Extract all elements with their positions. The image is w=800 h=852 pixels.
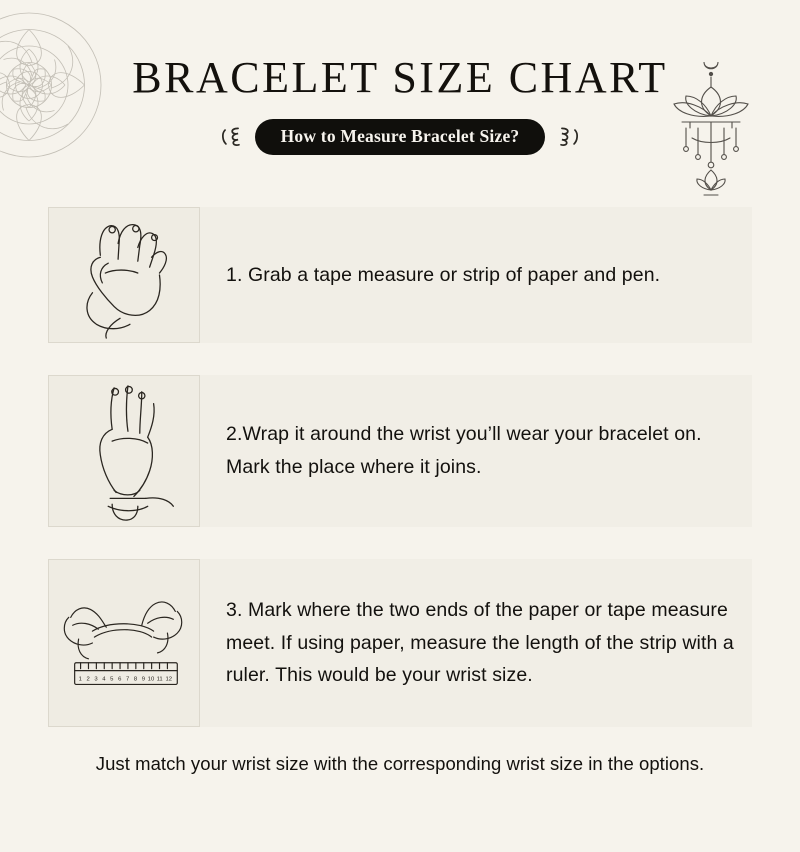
hand-fist-illustration	[48, 207, 200, 343]
subtitle-row	[0, 119, 800, 155]
svg-text:7: 7	[125, 676, 130, 683]
footer-note: Just match your wrist size with the corresponding wrist size in the options.	[95, 753, 705, 774]
hands-measuring-strip-with-ruler-illustration	[48, 559, 200, 727]
svg-text:9: 9	[141, 676, 146, 683]
svg-text:12: 12	[165, 676, 173, 683]
svg-text:11: 11	[156, 676, 163, 683]
page-title: BRACELET SIZE CHART	[132, 53, 668, 102]
swirl-flourish-right	[555, 124, 581, 150]
svg-text:5: 5	[110, 676, 114, 683]
svg-text:10: 10	[147, 676, 155, 683]
list-item	[48, 559, 752, 727]
svg-text:1: 1	[78, 676, 82, 683]
list-item	[48, 375, 752, 527]
steps-list	[0, 207, 800, 727]
list-item	[48, 207, 752, 343]
step-text: 2.Wrap it around the wrist you’ll wear your bracelet on. Mark the place where it joins.	[226, 423, 702, 478]
subtitle-badge: How to Measure Bracelet Size?	[255, 119, 546, 155]
swirl-flourish-left	[219, 124, 245, 150]
svg-text:8: 8	[133, 676, 138, 683]
step-text: 1. Grab a tape measure or strip of paper and pen.	[226, 263, 661, 286]
svg-text:4: 4	[102, 676, 106, 683]
svg-text:2: 2	[86, 676, 90, 683]
svg-text:6: 6	[118, 676, 122, 683]
svg-text:3: 3	[94, 676, 98, 683]
hand-with-tape-around-wrist-illustration	[48, 375, 200, 527]
step-text: 3. Mark where the two ends of the paper or tape measure meet. If using paper, measure the length of the strip with a ruler. This would be your wrist size.	[226, 598, 734, 687]
